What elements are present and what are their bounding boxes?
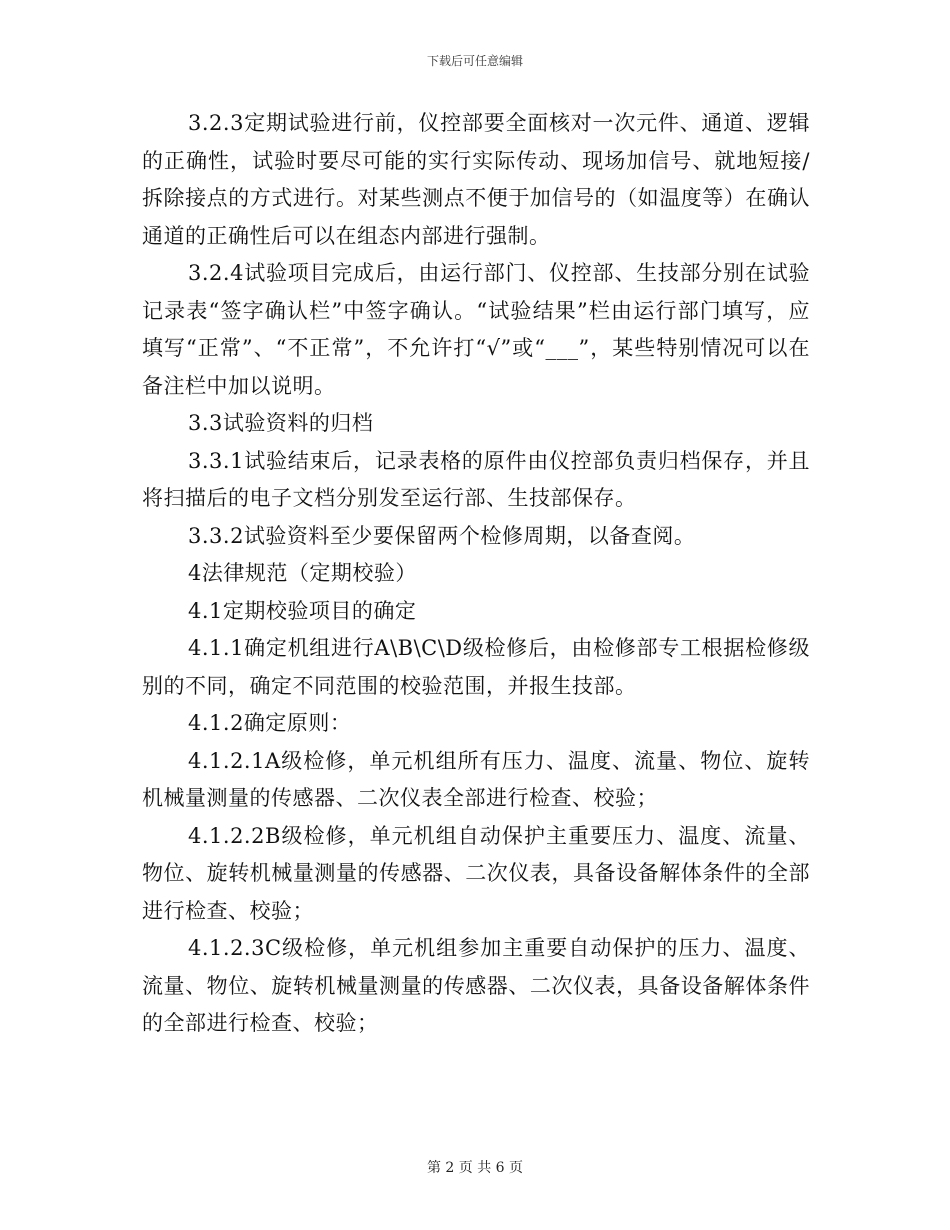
document-body: [142, 105, 810, 1043]
paragraph-3-3-1: 3.3.1试验结束后，记录表格的原件由仪控部负责归档保存，并且将扫描后的电子文档分别发至运行部、生技部保存。: [142, 448, 810, 510]
page-footer: 第 2 页 共 6 页: [426, 1160, 524, 1176]
heading-4: 4法律规范（定期校验）: [188, 561, 417, 585]
paragraph-4-1-2: 4.1.2确定原则：: [188, 711, 352, 735]
paragraph-4-1-2-3: 4.1.2.3C级检修，单元机组参加主重要自动保护的压力、温度、流量、物位、旋转机械量测量的传感器、二次仪表，具备设备解体条件的全部进行检查、校验；: [142, 936, 810, 1035]
heading-4-1: 4.1定期校验项目的确定: [188, 598, 417, 623]
page-header: 下载后可任意编辑: [426, 54, 523, 68]
paragraph-4-1-2-1: 4.1.2.1A级检修，单元机组所有压力、温度、流量、物位、旋转机械量测量的传感器、二次仪表全部进行检查、校验；: [142, 748, 810, 810]
paragraph-3-3-2: 3.3.2试验资料至少要保留两个检修周期，以备查阅。: [188, 523, 696, 548]
paragraph-4-1-2-2: 4.1.2.2B级检修，单元机组自动保护主重要压力、温度、流量、物位、旋转机械量测量的传感器、二次仪表，具备设备解体条件的全部进行检查、校验；: [142, 823, 810, 923]
paragraph-3-2-4: 3.2.4试验项目完成后，由运行部门、仪控部、生技部分别在试验记录表“签字确认栏”中签字确认。“试验结果”栏由运行部门填写，应填写“正常”、“不正常”，不允许打“√”或“___”，某些特别情况可以在备注栏中加以说明。: [142, 261, 810, 398]
paragraph-4-1-1: 4.1.1确定机组进行A\B\C\D级检修后，由检修部专工根据检修级别的不同，确定不同范围的校验范围，并报生技部。: [142, 636, 810, 698]
paragraph-3-2-3: 3.2.3定期试验进行前，仪控部要全面核对一次元件、通道、逻辑的正确性，试验时要尽可能的实行实际传动、现场加信号、就地短接/拆除接点的方式进行。对某些测点不便于加信号的（如温度等）在确认通道的正确性后可以在组态内部进行强制。: [142, 111, 810, 248]
heading-3-3: 3.3试验资料的归档: [188, 411, 374, 435]
